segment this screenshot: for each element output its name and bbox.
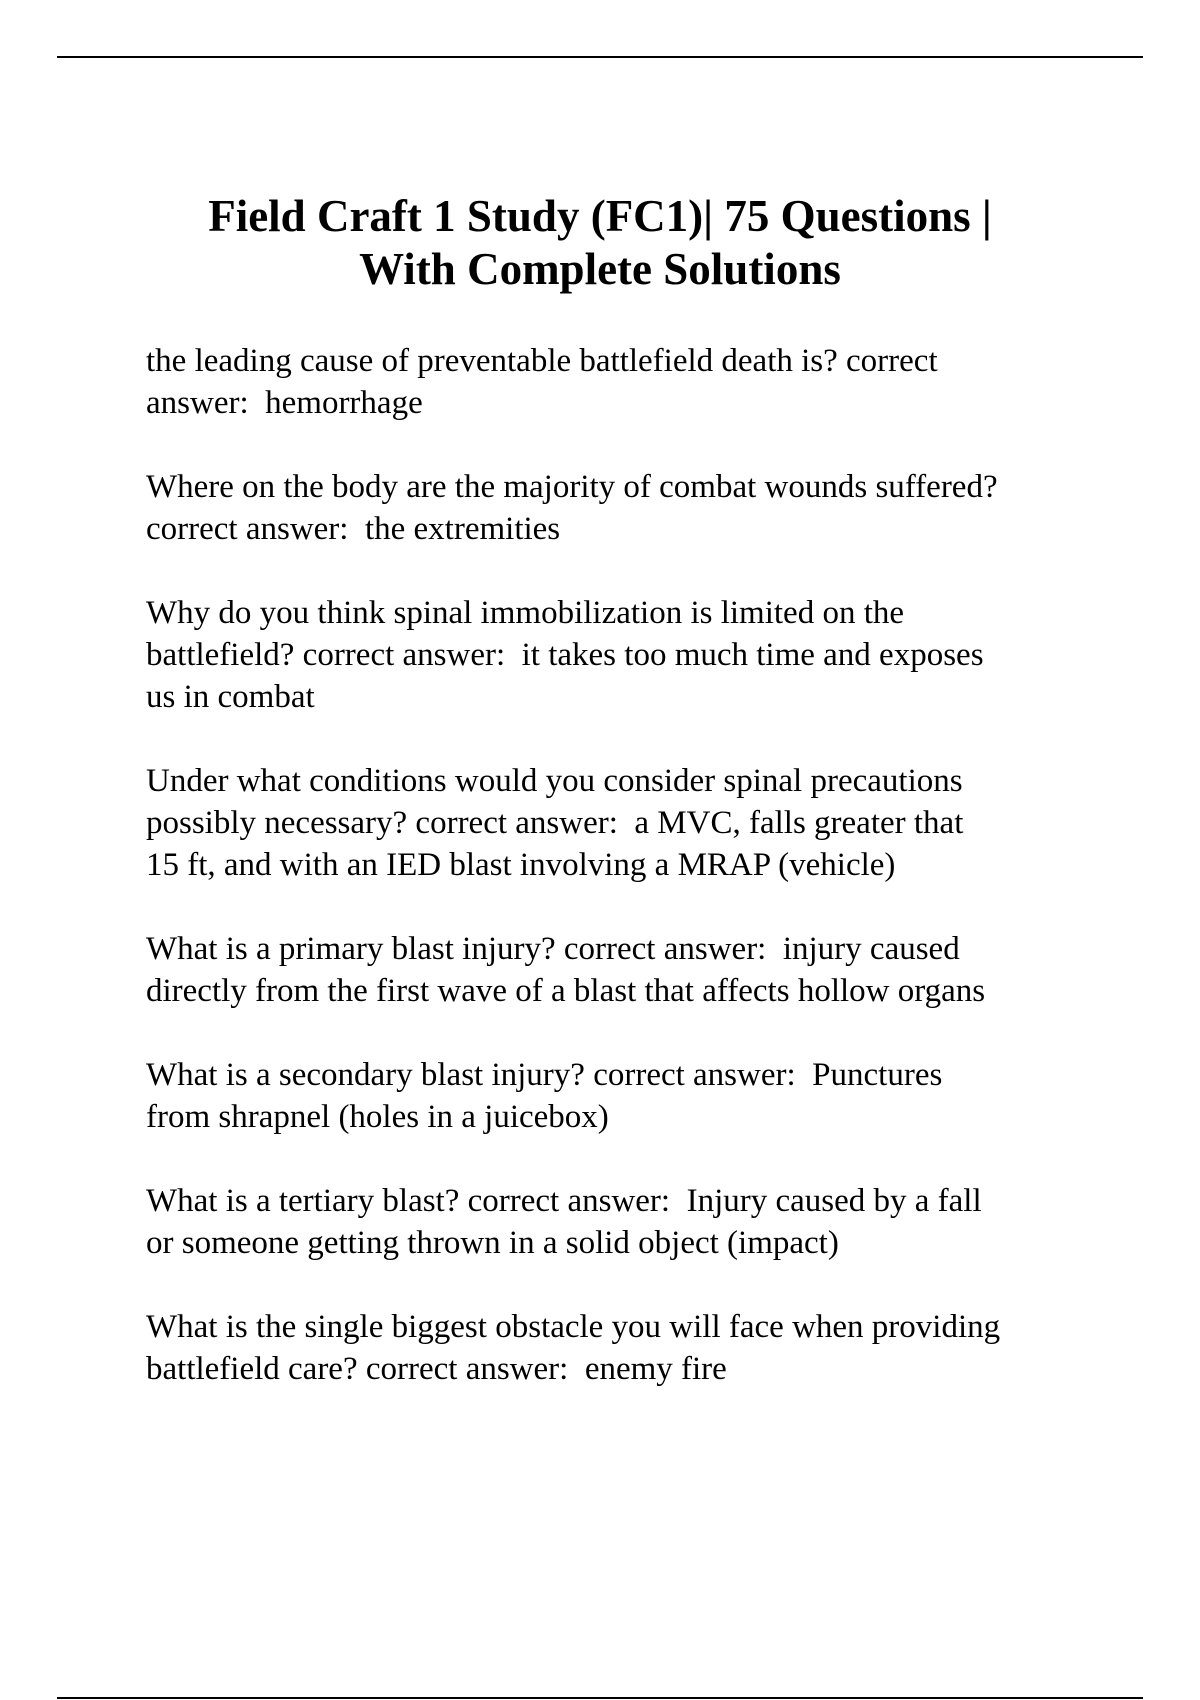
- qa-line: Why do you think spinal immobilization is limited on the: [146, 595, 905, 631]
- qa-item: [146, 466, 1106, 550]
- title-line-2: With Complete Solutions: [359, 244, 841, 294]
- qa-line: Under what conditions would you consider spinal precautions: [146, 763, 963, 799]
- qa-item: [146, 1180, 1106, 1264]
- qa-text: [146, 928, 1106, 1012]
- qa-line: What is a primary blast injury? correct answer: injury caused: [146, 931, 960, 967]
- qa-text: [146, 1306, 1106, 1390]
- qa-item: [146, 1306, 1106, 1390]
- qa-list: [146, 340, 1106, 1432]
- qa-text: [146, 592, 1106, 718]
- qa-line: What is a tertiary blast? correct answer: Injury caused by a fall: [146, 1183, 982, 1219]
- top-rule: [57, 56, 1143, 58]
- qa-line: Where on the body are the majority of combat wounds suffered?: [146, 469, 998, 505]
- qa-item: [146, 928, 1106, 1012]
- page-title: [120, 190, 1080, 296]
- qa-line: battlefield care? correct answer: enemy fire: [146, 1351, 727, 1387]
- qa-item: [146, 592, 1106, 718]
- qa-line: the leading cause of preventable battlefield death is? correct: [146, 343, 938, 379]
- qa-line: 15 ft, and with an IED blast involving a MRAP (vehicle): [146, 847, 896, 883]
- bottom-rule: [57, 1697, 1143, 1699]
- qa-item: [146, 340, 1106, 424]
- qa-text: [146, 466, 1106, 550]
- qa-item: [146, 760, 1106, 886]
- qa-line: answer: hemorrhage: [146, 385, 423, 421]
- title-line-1: Field Craft 1 Study (FC1)| 75 Questions |: [208, 191, 992, 241]
- qa-line: correct answer: the extremities: [146, 511, 561, 547]
- qa-line: us in combat: [146, 679, 315, 715]
- qa-text: [146, 1054, 1106, 1138]
- qa-line: battlefield? correct answer: it takes too much time and exposes: [146, 637, 984, 673]
- qa-line: directly from the first wave of a blast that affects hollow organs: [146, 973, 986, 1009]
- qa-text: [146, 340, 1106, 424]
- qa-line: What is the single biggest obstacle you will face when providing: [146, 1309, 1001, 1345]
- qa-line: from shrapnel (holes in a juicebox): [146, 1099, 609, 1135]
- qa-item: [146, 1054, 1106, 1138]
- qa-line: or someone getting thrown in a solid object (impact): [146, 1225, 839, 1261]
- qa-text: [146, 1180, 1106, 1264]
- qa-line: What is a secondary blast injury? correct answer: Punctures: [146, 1057, 943, 1093]
- qa-text: [146, 760, 1106, 886]
- qa-line: possibly necessary? correct answer: a MVC, falls greater that: [146, 805, 964, 841]
